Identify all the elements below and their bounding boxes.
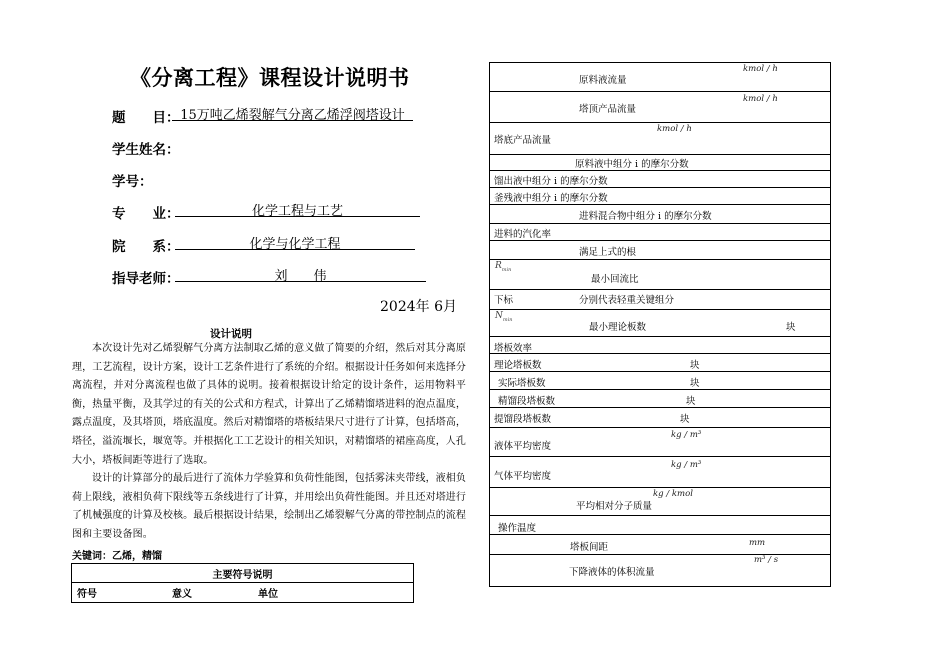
document-title: 《分离工程》课程设计说明书 — [130, 66, 410, 90]
row-root: 满足上式的根 — [579, 247, 637, 258]
row-distillate-mole-fraction: 馏出液中组分 i 的摩尔分数 — [494, 176, 608, 187]
meaning-header: 意义 — [172, 589, 192, 600]
unit-header: 单位 — [258, 589, 278, 600]
symbol-definition-table — [489, 62, 831, 587]
row-gas-density: 气体平均密度 — [494, 471, 552, 482]
row-theoretical-plates: 理论塔板数 — [494, 360, 542, 371]
student-name-label: 学生姓名： — [112, 142, 180, 158]
department-label: 院 系： — [112, 239, 180, 255]
row-bottom-product-flow: 塔底产品流量 — [494, 135, 552, 146]
row-min-theoretical-plates: 最小理论板数 — [589, 322, 647, 333]
row-stripping-plates: 提馏段塔板数 — [494, 414, 552, 425]
symbol-table-caption: 主要符号说明 — [212, 570, 273, 581]
row-actual-plates-unit: 块 — [690, 378, 700, 389]
row-plate-efficiency: 塔板效率 — [494, 343, 533, 354]
topic-label: 题 目： — [112, 110, 180, 126]
design-paragraph-2: 设计的计算部分的最后进行了流体力学验算和负荷性能图，包括雾沫夹带线，液相负荷上限线，液相负荷下限线等五条线进行了计算，并用绘出负荷性能图。并且还对塔进行了机械强度的计算及校核。最后根据设计结果，绘制出乙烯裂解气分离的带控制点的流程图和主要设备图。 — [72, 473, 466, 540]
design-section-title: 设计说明 — [210, 328, 252, 340]
advisor-label: 指导老师： — [112, 271, 180, 287]
symbol-header: 符号 — [77, 589, 97, 600]
keywords: 关键词：乙烯，精馏 — [72, 551, 162, 562]
row-operating-temperature: 操作温度 — [498, 523, 537, 534]
row-liquid-density: 液体平均密度 — [494, 441, 552, 452]
row-bottom-product-flow-unit: kmol / h — [657, 124, 692, 134]
row-avg-molecular-weight: 平均相对分子质量 — [576, 501, 653, 512]
row-theoretical-plates-unit: 块 — [690, 360, 700, 371]
row-min-reflux: 最小回流比 — [591, 274, 639, 285]
major-value: 化学工程与工艺 — [175, 200, 420, 217]
topic-value: 15万吨乙烯裂解气分离乙烯浮阀塔设计 — [172, 104, 413, 121]
design-paragraph-1: 本次设计先对乙烯裂解气分离方法制取乙烯的意义做了简要的介绍，然后对其分离原理，工艺流程，设计方案，设计工艺条件进行了系统的介绍。根据设计任务如何来选择分离流程，并对分离流程也做了具体的说明。接着根据设计给定的设计条件，运用物料平衡，热量平衡，及其学过的有关的公式和方程式，计算出了乙烯精馏塔进料的泡点温度，露点温度，及其塔顶，塔底温度。然后对精馏塔的塔板结果尺寸进行了计算，包括塔高，塔径，溢流堰长，堰宽等。并根据化工工艺设计的相关知识，对精馏塔的裙座高度，人孔大小，塔板间距等进行了选取。 — [72, 343, 466, 466]
row-plate-spacing-unit: mm — [749, 538, 766, 548]
row-stripping-plates-unit: 块 — [680, 414, 690, 425]
row-feed-flow: 原料液流量 — [579, 75, 627, 86]
row-subscript-meaning: 分别代表轻重关键组分 — [579, 295, 675, 306]
row-min-reflux-symbol: $R_{min}$ — [495, 261, 512, 273]
row-actual-plates: 实际塔板数 — [498, 378, 546, 389]
student-number-label: 学号： — [112, 174, 153, 190]
advisor-value: 刘 伟 — [175, 265, 426, 282]
row-feed-vaporization-rate: 进料的汽化率 — [494, 229, 552, 240]
row-plate-spacing: 塔板间距 — [570, 542, 609, 553]
row-gas-density-unit: kg / m³ — [671, 460, 702, 470]
row-rectifying-plates: 精馏段塔板数 — [498, 396, 556, 407]
row-liquid-volume-flow-unit: m³ / s — [754, 555, 779, 565]
department-value: 化学与化学工程 — [175, 233, 415, 250]
row-residue-mole-fraction: 釜残液中组分 i 的摩尔分数 — [494, 193, 608, 204]
row-liquid-density-unit: kg / m³ — [671, 430, 702, 440]
row-min-theoretical-plates-symbol: $N_{min}$ — [495, 311, 513, 323]
symbol-table — [71, 563, 414, 603]
row-min-theoretical-plates-unit: 块 — [786, 322, 796, 333]
row-avg-molecular-weight-unit: kg / kmol — [653, 489, 693, 499]
symbol-table-divider — [72, 582, 413, 583]
row-liquid-volume-flow: 下降液体的体积流量 — [569, 567, 655, 578]
document-date: 2024年 6月 — [380, 299, 457, 315]
row-top-product-flow-unit: kmol / h — [743, 94, 778, 104]
row-feed-mole-fraction: 原料液中组分 i 的摩尔分数 — [575, 159, 689, 170]
major-label: 专 业： — [112, 206, 180, 222]
row-feed-mixture-mole-fraction: 进料混合物中组分 i 的摩尔分数 — [579, 211, 712, 222]
row-subscript: 下标 — [494, 295, 514, 306]
row-top-product-flow: 塔顶产品流量 — [579, 104, 637, 115]
row-rectifying-plates-unit: 块 — [686, 396, 696, 407]
row-feed-flow-unit: kmol / h — [743, 64, 778, 74]
